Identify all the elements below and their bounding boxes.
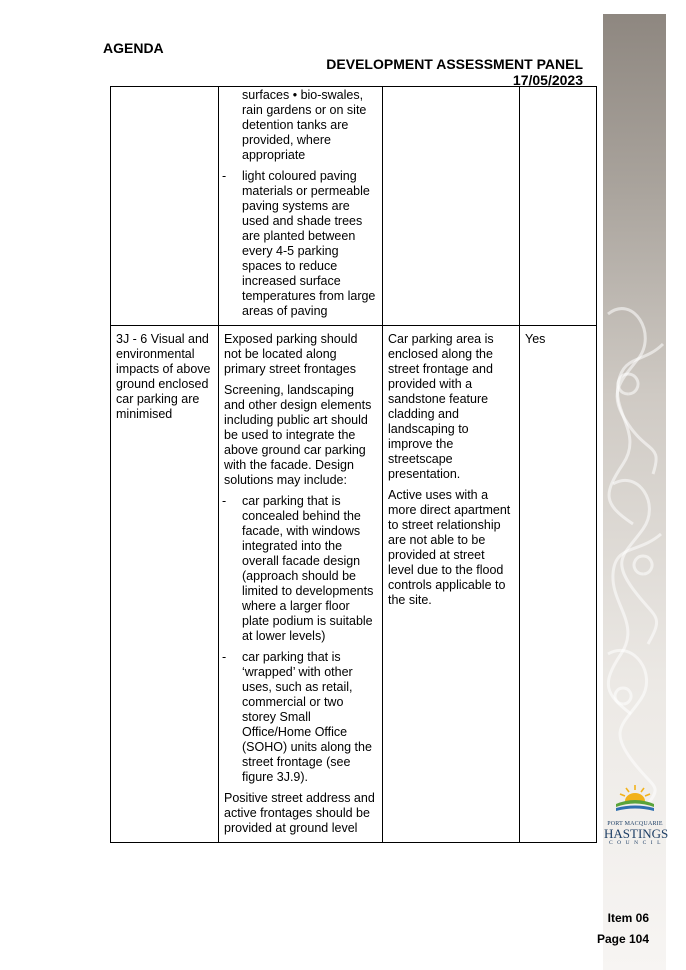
objective-cell <box>111 326 219 843</box>
complies-cell <box>520 87 597 326</box>
response-paragraph: Car parking area is enclosed along the street frontage and provided with a sandstone feature cladding and landscaping to improve the streetscape presentation. <box>388 332 494 481</box>
page-number: Page 104 <box>596 932 649 946</box>
panel-title: DEVELOPMENT ASSESSMENT PANEL <box>326 56 583 72</box>
agenda-heading: AGENDA <box>103 40 164 56</box>
objective-cell <box>111 87 219 326</box>
bullet-dash: - <box>222 650 227 664</box>
logo-text-hastings: HASTINGS <box>604 826 669 841</box>
objective-text: 3J - 6 Visual and environmental impacts of above ground enclosed car parking are minimised <box>116 332 211 421</box>
guidance-cell <box>219 326 383 843</box>
logo-text-council: COUNCIL <box>609 840 665 846</box>
item-number: Item 06 <box>607 911 649 925</box>
guidance-cell <box>219 87 383 326</box>
council-logo <box>604 784 669 846</box>
meeting-date: 17/05/2023 <box>512 72 583 88</box>
list-item: surfaces • bio-swales, rain gardens or on site detention tanks are provided, where appropriate <box>242 88 367 162</box>
sun-over-waves-icon <box>613 784 657 814</box>
list-item: - light coloured paving materials or permeable paving systems are used and shade trees are planted between every 4-5 parking spaces to reduce increased surface temperatures from large areas of paving <box>222 169 376 318</box>
response-cell <box>383 326 520 843</box>
assessment-table <box>110 86 597 843</box>
guidance-paragraph: Screening, landscaping and other design elements including public art should be used to integrate the above ground car parking with the facade. Design solutions may include: <box>224 383 372 487</box>
bullet-dash: - <box>222 169 227 183</box>
list-item: - car parking that is concealed behind the facade, with windows integrated into the overall facade design (approach should be limited to developments where a larger floor plate podium is suitable at lower levels) <box>222 494 374 643</box>
logo-text-port-macquarie: PORT MACQUARIE <box>607 821 663 827</box>
complies-value: Yes <box>525 332 546 346</box>
list-item: - car parking that is ‘wrapped’ with other uses, such as retail, commercial or two storey Small Office/Home Office (SOHO) units along the street frontage (see figure 3J.9). <box>222 650 372 784</box>
guidance-paragraph: Positive street address and active frontages should be provided at ground level <box>224 791 375 835</box>
table-row <box>111 87 597 326</box>
table-row <box>111 326 597 843</box>
bullet-dash: - <box>222 494 227 508</box>
response-paragraph: Active uses with a more direct apartment to street relationship are not able to be provided at street level due to the flood controls applicable to the site. <box>388 488 511 607</box>
response-cell <box>383 87 520 326</box>
guidance-paragraph: Exposed parking should not be located along primary street frontages <box>224 332 358 376</box>
complies-cell <box>520 326 597 843</box>
